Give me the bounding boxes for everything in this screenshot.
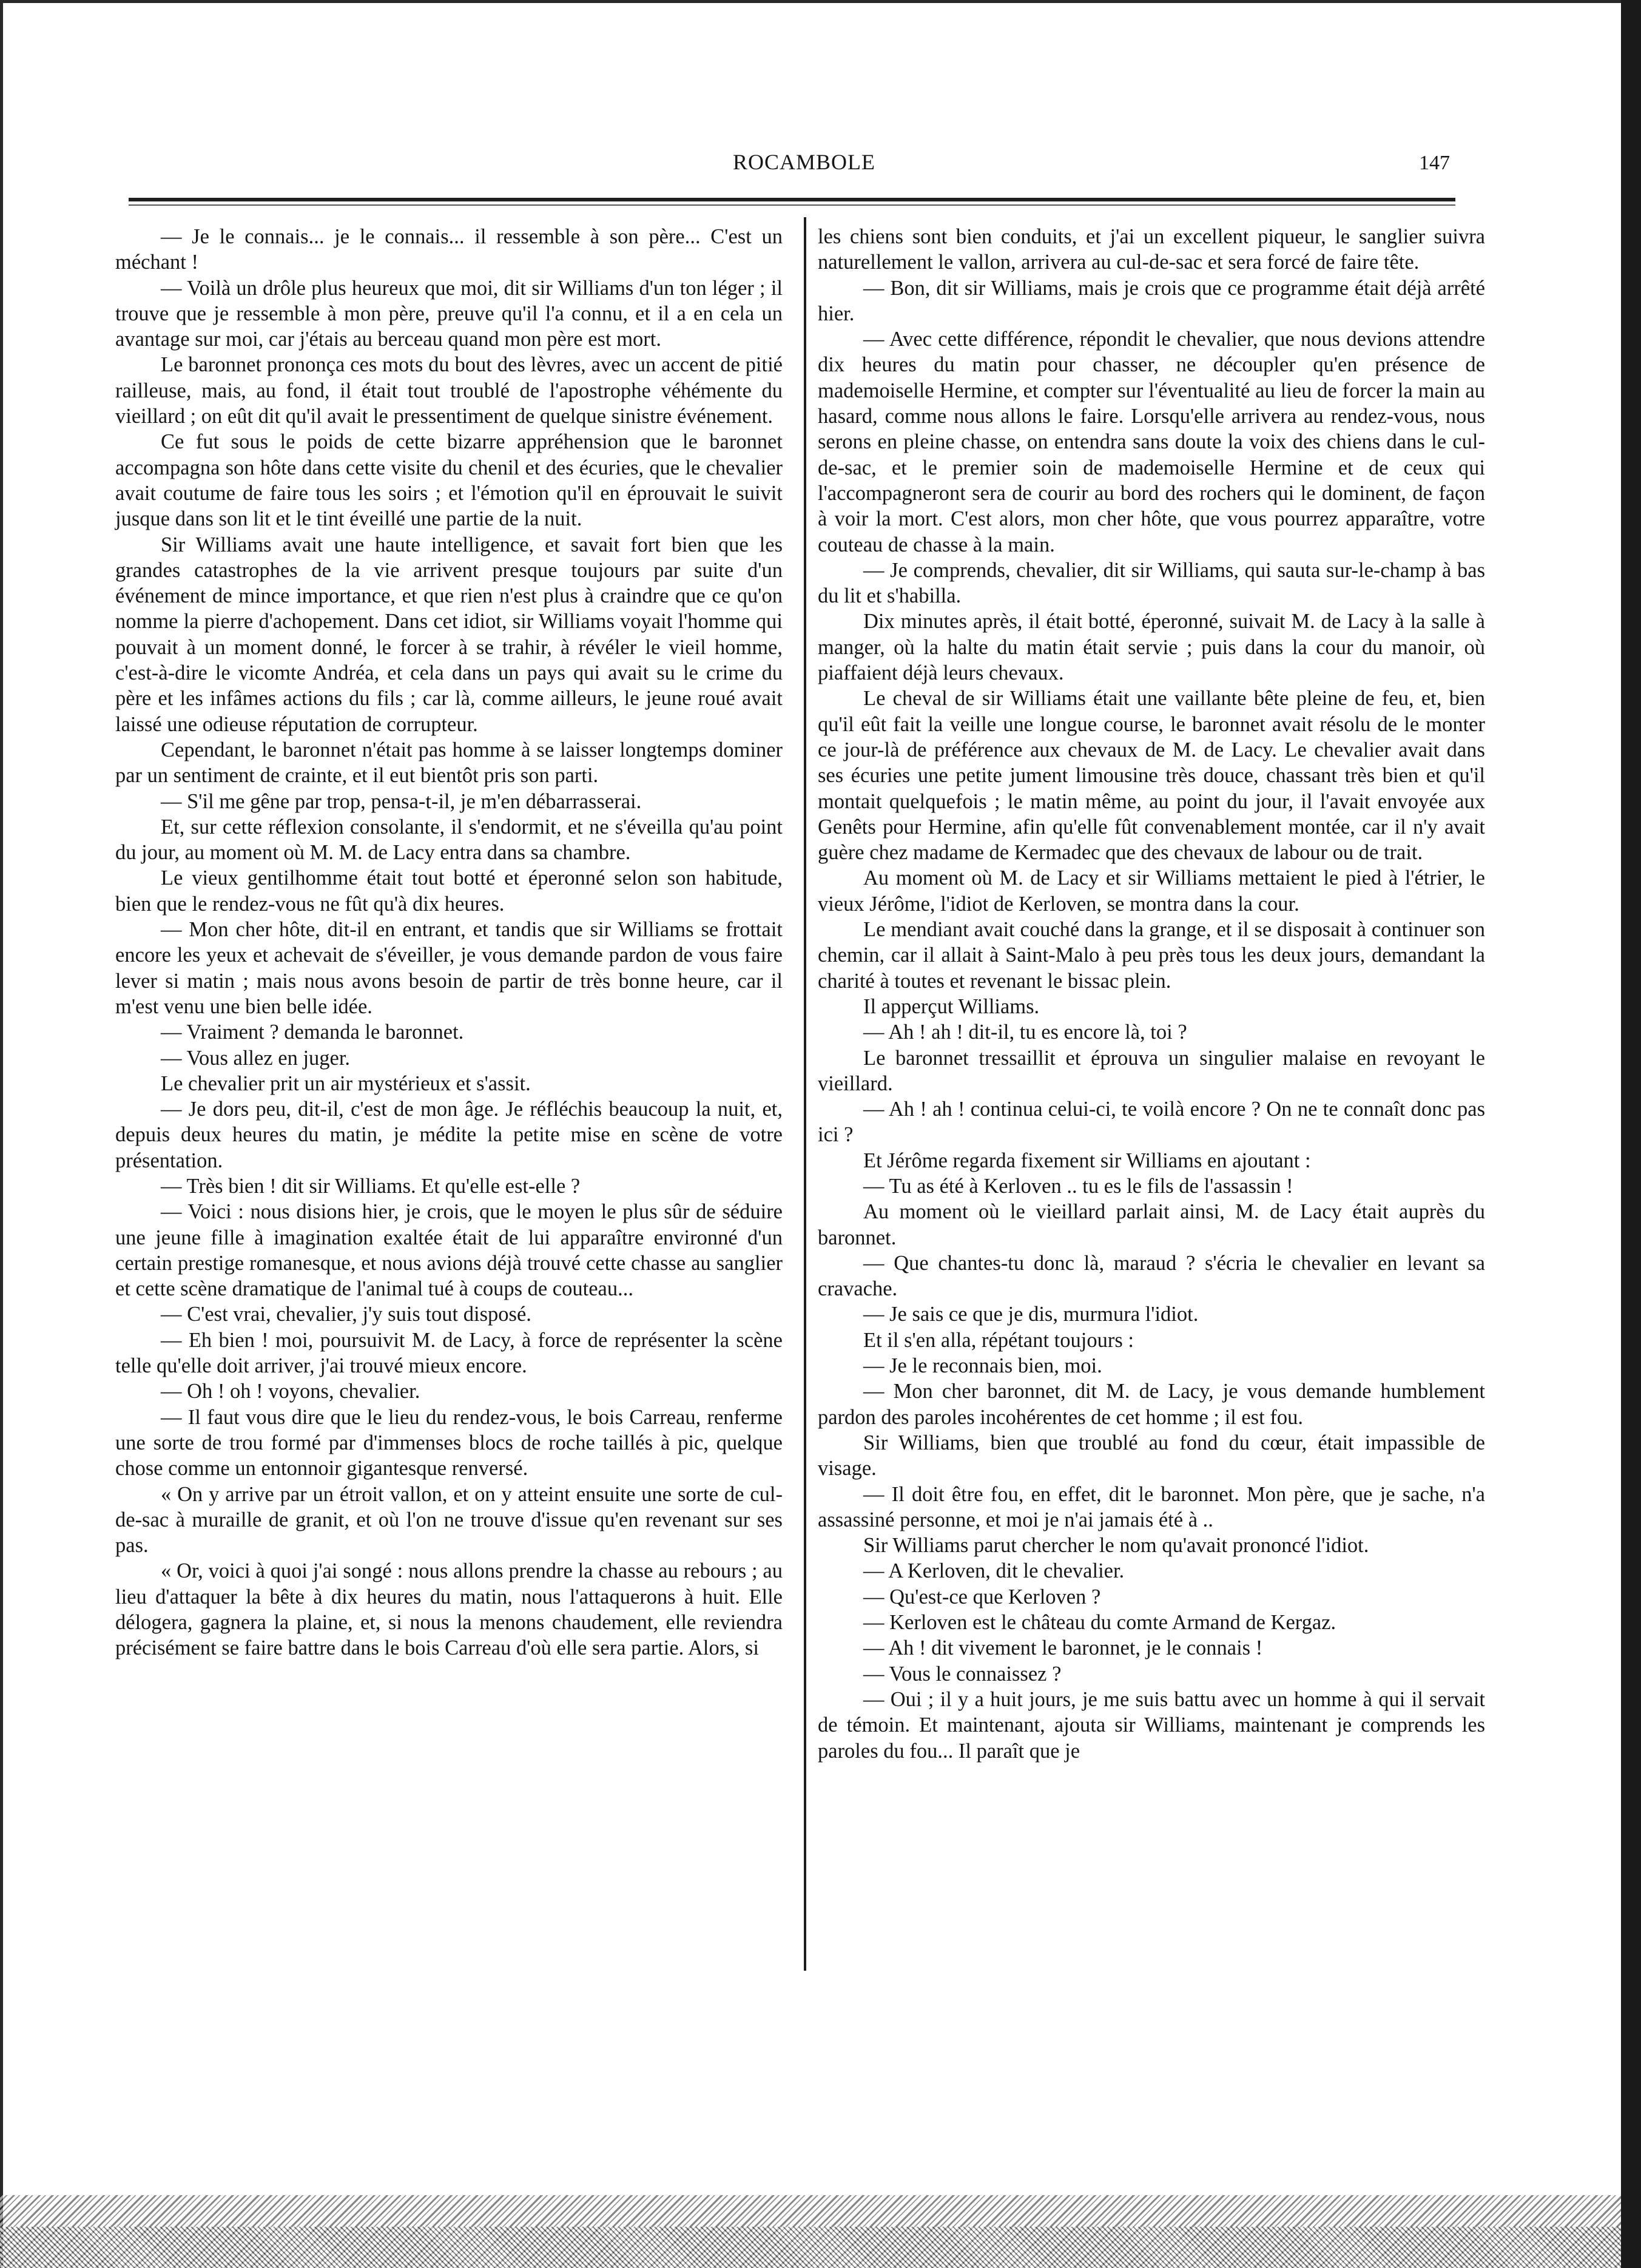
running-title: ROCAMBOLE bbox=[733, 150, 876, 174]
paragraph: Dix minutes après, il était botté, éperonné, suivait M. de Lacy à la salle à manger, où la halte du matin était servie ; puis dans la cour du manoir, où piaffaient déjà leurs chevaux. bbox=[818, 610, 1485, 685]
paragraph: — Vous allez en juger. bbox=[161, 1046, 351, 1070]
paragraph: — Qu'est-ce que Kerloven ? bbox=[863, 1585, 1101, 1608]
paragraph: — Je sais ce que je dis, murmura l'idiot. bbox=[863, 1303, 1199, 1326]
column-divider bbox=[804, 217, 806, 1971]
paragraph: — Voilà un drôle plus heureux que moi, dit sir Williams d'un ton léger ; il trouve que je ressemble à mon père, preuve qu'il l'a connu, et il a en cela un avantage sur moi, car j'étais au berceau quand mon père est mort. bbox=[115, 276, 783, 351]
scan-noise-bottom-2 bbox=[0, 2227, 1621, 2268]
page-number: 147 bbox=[1419, 152, 1450, 174]
paragraph: — Ah ! dit vivement le baronnet, je le connais ! bbox=[863, 1636, 1263, 1660]
paragraph: — A Kerloven, dit le chevalier. bbox=[863, 1559, 1125, 1583]
paragraph: Le chevalier prit un air mystérieux et s'assit. bbox=[161, 1072, 531, 1095]
paragraph: — Tu as été à Kerloven .. tu es le fils de l'assassin ! bbox=[863, 1174, 1293, 1198]
paragraph: Et il s'en alla, répétant toujours : bbox=[863, 1328, 1134, 1352]
paragraph: Au moment où M. de Lacy et sir Williams mettaient le pied à l'étrier, le vieux Jérôme, l'idiot de Kerloven, se montra dans la cour. bbox=[818, 866, 1485, 916]
right-column bbox=[818, 224, 1485, 1764]
left-column bbox=[115, 224, 783, 1661]
paragraph: — Je dors peu, dit-il, c'est de mon âge. Je réfléchis beaucoup la nuit, et, depuis deux heures du matin, je médite la petite mise en scène de votre présentation. bbox=[115, 1098, 783, 1172]
header-rule-thin bbox=[129, 204, 1455, 206]
paragraph: Et, sur cette réflexion consolante, il s'endormit, et ne s'éveilla qu'au point du jour, au moment où M. M. de Lacy entra dans sa chambre. bbox=[115, 815, 783, 865]
paragraph: « Or, voici à quoi j'ai songé : nous allons prendre la chasse au rebours ; au lieu d'attaquer la bête à dix heures du matin, nous l'attaquerons à huit. Elle délogera, gagnera la plaine, et, si nous la menons chaudement, elle reviendra précisément se faire battre dans le bois Carreau d'où elle sera partie. Alors, si bbox=[115, 1559, 783, 1660]
paragraph: Le mendiant avait couché dans la grange, et il se disposait à continuer son chemin, car il allait à Saint-Malo à peu près tous les deux jours, demandant la charité à toutes et revenant le bissac plein. bbox=[818, 918, 1485, 993]
paragraph: Ce fut sous le poids de cette bizarre appréhension que le baronnet accompagna son hôte dans cette visite du chenil et des écuries, que le chevalier avait coutume de faire tous les soirs ; et l'émotion qu'il en éprouvait le suivit jusque dans son lit et le tint éveillé une partie de la nuit. bbox=[115, 430, 783, 531]
paragraph: — Ah ! ah ! continua celui-ci, te voilà encore ? On ne te connaît donc pas ici ? bbox=[818, 1098, 1485, 1147]
paragraph: — Bon, dit sir Williams, mais je crois que ce programme était déjà arrêté hier. bbox=[818, 276, 1485, 325]
paragraph: — Très bien ! dit sir Williams. Et qu'elle est-elle ? bbox=[161, 1174, 581, 1198]
paragraph: — Mon cher baronnet, dit M. de Lacy, je vous demande humblement pardon des paroles incohérentes de cet homme ; il est fou. bbox=[818, 1380, 1485, 1429]
paragraph: Sir Williams avait une haute intelligence, et savait fort bien que les grandes catastrophes de la vie arrivent presque toujours par suite d'un événement de mince importance, et que rien n'est plus à craindre que ce qu'on nomme la pierre d'achopement. Dans cet idiot, sir Williams voyait l'homme qui pouvait à un moment donné, le forcer à se trahir, à révéler le vieil homme, c'est-à-dire le vicomte Andréa, et cela dans un pays qui avait su le crime du père et les infâmes actions du fils ; car là, comme ailleurs, le jeune roué avait laissé une odieuse réputation de corrupteur. bbox=[115, 533, 783, 736]
paragraph: — Que chantes-tu donc là, maraud ? s'écria le chevalier en levant sa cravache. bbox=[818, 1251, 1485, 1301]
header-rule bbox=[129, 198, 1455, 201]
scan-border-top bbox=[0, 0, 1632, 3]
paragraph: Cependant, le baronnet n'était pas homme à se laisser longtemps dominer par un sentiment de crainte, et il eut bientôt pris son parti. bbox=[115, 738, 783, 788]
paragraph: les chiens sont bien conduits, et j'ai un excellent piqueur, le sanglier suivra naturellement le vallon, arrivera au cul-de-sac et sera forcé de faire tête. bbox=[818, 225, 1485, 274]
paragraph: — Il faut vous dire que le lieu du rendez-vous, le bois Carreau, renferme une sorte de trou formé par d'immenses blocs de roche taillés à pic, quelque chose comme un entonnoir gigantesque renversé. bbox=[115, 1405, 783, 1480]
paragraph: Le baronnet prononça ces mots du bout des lèvres, avec un accent de pitié railleuse, mais, au fond, il était tout troublé de l'apostrophe véhémente du vieillard ; on eût dit qu'il avait le pressentiment de quelque sinistre événement. bbox=[115, 353, 783, 428]
paragraph: Sir Williams parut chercher le nom qu'avait prononcé l'idiot. bbox=[863, 1534, 1369, 1558]
paragraph: — Avec cette différence, répondit le chevalier, que nous devions attendre dix heures du matin pour chasser, ne découpler qu'en présence de mademoiselle Hermine, et compter sur l'éventualité au lieu de forcer la main au hasard, comme nous allons le faire. Lorsqu'elle arrivera au rendez-vous, nous serons en pleine chasse, on entendra sans doute la voix des chiens dans le cul-de-sac, et le premier soin de mademoiselle Hermine et de ceux qui l'accompagneront sera de courir au bord des rochers qui le dominent, de façon à voir la mort. C'est alors, mon cher hôte, que vous pourrez apparaître, votre couteau de chasse à la main. bbox=[818, 328, 1485, 556]
scan-border-right bbox=[1621, 0, 1641, 2268]
paragraph: — Vous le connaissez ? bbox=[863, 1662, 1062, 1686]
paragraph: — Oui ; il y a huit jours, je me suis battu avec un homme à qui il servait de témoin. Et maintenant, ajouta sir Williams, maintenant je comprends les paroles du fou... Il paraît que je bbox=[818, 1687, 1485, 1763]
paragraph: — Je le connais... je le connais... il ressemble à son père... C'est un méchant ! bbox=[115, 225, 783, 274]
paragraph: — Kerloven est le château du comte Armand de Kergaz. bbox=[863, 1611, 1336, 1635]
paragraph: Il apperçut Williams. bbox=[863, 994, 1040, 1018]
paragraph: — Ah ! ah ! dit-il, tu es encore là, toi ? bbox=[863, 1021, 1187, 1044]
paragraph: — Oh ! oh ! voyons, chevalier. bbox=[161, 1380, 420, 1403]
paragraph: — C'est vrai, chevalier, j'y suis tout disposé. bbox=[161, 1303, 531, 1326]
paragraph: — Vraiment ? demanda le baronnet. bbox=[161, 1021, 464, 1044]
paragraph: Sir Williams, bien que troublé au fond du cœur, était impassible de visage. bbox=[818, 1431, 1485, 1480]
scan-border-left bbox=[0, 0, 3, 2268]
paragraph: Et Jérôme regarda fixement sir Williams en ajoutant : bbox=[863, 1149, 1311, 1172]
paragraph: Au moment où le vieillard parlait ainsi, M. de Lacy était auprès du baronnet. bbox=[818, 1200, 1485, 1249]
paragraph: — Voici : nous disions hier, je crois, que le moyen le plus sûr de séduire une jeune fille à imagination exaltée était de lui apparaître environné d'un certain prestige romanesque, et nous avions déjà trouvé cette chasse au sanglier et cette scène dramatique de l'animal tué à coups de couteau... bbox=[115, 1200, 783, 1301]
paragraph: Le baronnet tressaillit et éprouva un singulier malaise en revoyant le vieillard. bbox=[818, 1046, 1485, 1095]
paragraph: Le vieux gentilhomme était tout botté et éperonné selon son habitude, bien que le rendez-vous ne fût qu'à dix heures. bbox=[115, 866, 783, 916]
paragraph: — Je comprends, chevalier, dit sir Williams, qui sauta sur-le-champ à bas du lit et s'habilla. bbox=[818, 558, 1485, 608]
paragraph: — Il doit être fou, en effet, dit le baronnet. Mon père, que je sache, n'a assassiné personne, et moi je n'ai jamais été à .. bbox=[818, 1482, 1485, 1531]
paragraph: « On y arrive par un étroit vallon, et on y atteint ensuite une sorte de cul-de-sac à muraille de granit, et où l'on ne trouve d'issue qu'en revenant sur ses pas. bbox=[115, 1482, 783, 1558]
paragraph: — Mon cher hôte, dit-il en entrant, et tandis que sir Williams se frottait encore les yeux et achevait de s'éveiller, je vous demande pardon de vous faire lever si matin ; mais nous avons besoin de partir de très bonne heure, car il m'est venu une bien belle idée. bbox=[115, 918, 783, 1018]
paragraph: — S'il me gêne par trop, pensa-t-il, je m'en débarrasserai. bbox=[161, 789, 642, 813]
paragraph: Le cheval de sir Williams était une vaillante bête pleine de feu, et, bien qu'il eût fait la veille une longue course, le baronnet avait résolu de le monter ce jour-là de préférence aux chevaux de M. de Lacy. Le chevalier avait dans ses écuries une petite jument limousine très douce, chassant très bien et qu'il montait quelquefois ; le matin même, au point du jour, il l'avait envoyée aux Genêts pour Hermine, afin qu'elle fût convenablement montée, car il n'y avait guère chez madame de Kermadec que des chevaux de labour ou de trait. bbox=[818, 687, 1485, 865]
paragraph: — Eh bien ! moi, poursuivit M. de Lacy, à force de représenter la scène telle qu'elle doit arriver, j'ai trouvé mieux encore. bbox=[115, 1328, 783, 1378]
paragraph: — Je le reconnais bien, moi. bbox=[863, 1354, 1102, 1378]
